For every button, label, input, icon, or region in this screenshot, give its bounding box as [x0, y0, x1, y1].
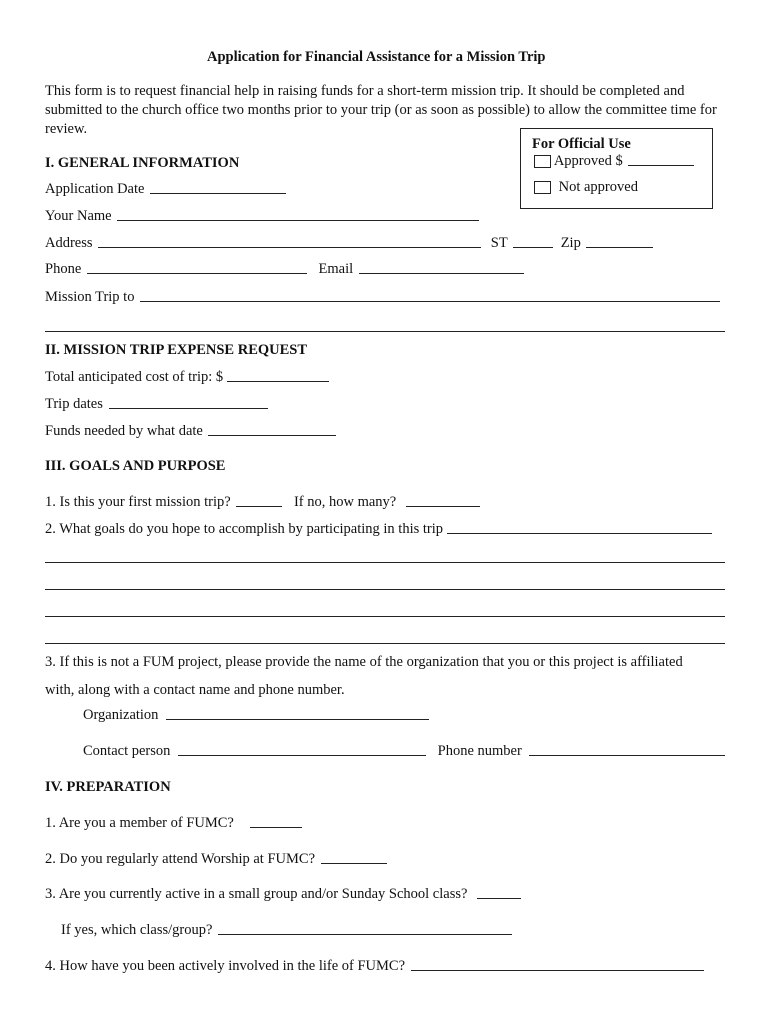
your-name-field[interactable]	[117, 219, 479, 221]
contact-row	[83, 744, 725, 759]
section-preparation-heading: IV. PREPARATION	[45, 779, 171, 795]
small-group-row	[45, 887, 521, 902]
total-cost-label: Total anticipated cost of trip: $	[45, 369, 224, 385]
involvement-field[interactable]	[411, 969, 704, 971]
section-goals-purpose-heading: III. GOALS AND PURPOSE	[45, 458, 226, 474]
official-use-title: For Official Use	[532, 136, 631, 152]
worship-row	[45, 852, 387, 867]
email-label: Email	[318, 261, 354, 277]
trip-dates-label: Trip dates	[45, 396, 103, 412]
section-general-information-heading: I. GENERAL INFORMATION	[45, 155, 240, 171]
trip-dates-row	[45, 397, 268, 412]
member-question: 1. Are you a member of FUMC?	[45, 815, 234, 831]
approved-checkbox[interactable]	[534, 155, 551, 168]
goals-line-3[interactable]	[45, 616, 725, 617]
phone-number-label: Phone number	[437, 743, 522, 759]
mission-trip-to-label: Mission Trip to	[45, 289, 135, 305]
organization-label: Organization	[83, 707, 159, 723]
small-group-question: 3. Are you currently active in a small group and/or Sunday School class?	[45, 886, 468, 902]
worship-question: 2. Do you regularly attend Worship at FUMC?	[45, 851, 315, 867]
not-approved-checkbox[interactable]	[534, 181, 551, 194]
mission-trip-to-continuation-line[interactable]	[45, 331, 725, 332]
application-date-label: Application Date	[45, 181, 145, 197]
approved-amount-field[interactable]	[628, 164, 694, 166]
approved-row	[534, 154, 694, 169]
which-class-label: If yes, which class/group?	[61, 922, 213, 938]
involvement-question: 4. How have you been actively involved in the life of FUMC?	[45, 958, 406, 974]
funds-needed-field[interactable]	[208, 434, 336, 436]
your-name-label: Your Name	[45, 208, 112, 224]
mission-trip-to-field[interactable]	[140, 300, 720, 302]
approved-label: Approved $	[553, 153, 623, 169]
goals-question: 2. What goals do you hope to accomplish by participating in this trip	[45, 521, 444, 537]
fum-question-line2: with, along with a contact name and phone number.	[45, 682, 345, 698]
phone-field[interactable]	[87, 272, 307, 274]
email-field[interactable]	[359, 272, 524, 274]
st-label: ST	[490, 235, 508, 251]
not-approved-row	[534, 180, 638, 195]
section-expense-request-heading: II. MISSION TRIP EXPENSE REQUEST	[45, 342, 308, 358]
how-many-field[interactable]	[406, 505, 480, 507]
mission-trip-to-row	[45, 290, 720, 305]
zip-label: Zip	[560, 235, 581, 251]
trip-dates-field[interactable]	[109, 407, 268, 409]
funds-needed-label: Funds needed by what date	[45, 423, 203, 439]
contact-person-field[interactable]	[178, 754, 426, 756]
goals-line-2[interactable]	[45, 589, 725, 590]
total-cost-field[interactable]	[227, 380, 329, 382]
goals-line-4[interactable]	[45, 643, 725, 644]
address-field[interactable]	[98, 246, 481, 248]
first-trip-question: 1. Is this your first mission trip?	[45, 494, 231, 510]
phone-email-row	[45, 262, 524, 277]
your-name-row	[45, 209, 479, 224]
form-intro: This form is to request financial help in raising funds for a short-term mission trip. It should be completed and submitted to the church office two months prior to your trip (or as soon as possible) to allow the committee time for review.	[45, 83, 717, 137]
member-row	[45, 816, 302, 831]
form-title: Application for Financial Assistance for a Mission Trip	[207, 49, 546, 65]
first-trip-row	[45, 495, 480, 510]
address-row	[45, 236, 653, 251]
total-cost-row	[45, 370, 329, 385]
application-date-field[interactable]	[150, 192, 286, 194]
contact-person-label: Contact person	[83, 743, 171, 759]
which-class-field[interactable]	[218, 933, 512, 935]
worship-field[interactable]	[321, 862, 387, 864]
funds-needed-row	[45, 424, 336, 439]
which-class-row	[61, 923, 512, 938]
phone-label: Phone	[45, 261, 82, 277]
small-group-field[interactable]	[477, 897, 521, 899]
organization-row	[83, 708, 429, 723]
goals-line-1[interactable]	[45, 562, 725, 563]
not-approved-label: Not approved	[558, 179, 638, 195]
official-use-box	[520, 128, 713, 209]
st-field[interactable]	[513, 246, 553, 248]
address-label: Address	[45, 235, 93, 251]
organization-field[interactable]	[166, 718, 429, 720]
goals-field[interactable]	[447, 532, 712, 534]
fum-question-line1: 3. If this is not a FUM project, please provide the name of the organization that you or this project is affiliated	[45, 654, 683, 670]
zip-field[interactable]	[586, 246, 653, 248]
first-trip-field[interactable]	[236, 505, 282, 507]
goals-row	[45, 522, 712, 537]
how-many-label: If no, how many?	[293, 494, 397, 510]
phone-number-field[interactable]	[529, 754, 725, 756]
application-date-row	[45, 182, 286, 197]
involvement-row	[45, 959, 704, 974]
member-field[interactable]	[250, 826, 302, 828]
